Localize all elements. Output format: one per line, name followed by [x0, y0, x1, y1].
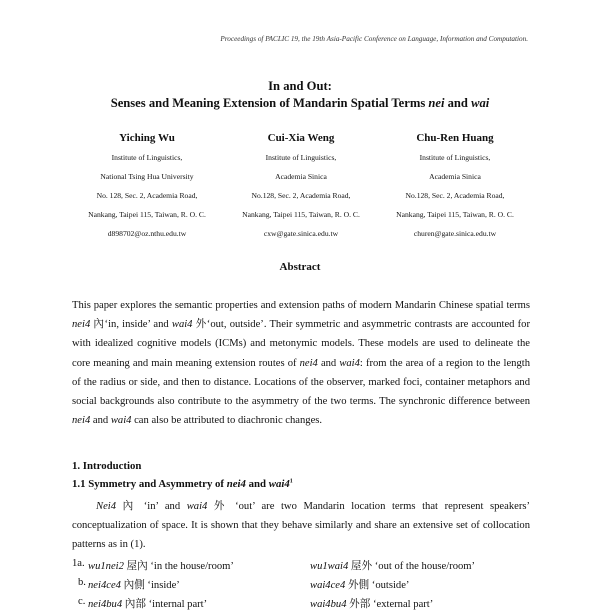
author-affiliation: Academia Sinica: [275, 172, 327, 181]
title-line-2: Senses and Meaning Extension of Mandarin Spatial Terms nei and wai: [110, 96, 490, 110]
author-name: Chu-Ren Huang: [416, 132, 494, 144]
example-number: c.: [78, 596, 86, 607]
author-affiliation: National Tsing Hua University: [100, 172, 194, 181]
example-in: nei4ce4 內側 ‘inside’: [88, 580, 180, 591]
example-out: wai4ce4 外側 ‘outside’: [310, 580, 410, 591]
example-in: nei4bu4 內部 ‘internal part’: [88, 599, 208, 610]
author-address: No.128, Sec. 2, Academia Road,: [405, 191, 505, 200]
author-affiliation: Institute of Linguistics,: [419, 153, 491, 162]
section-heading-introduction: 1. Introduction: [72, 460, 142, 472]
author-affiliation: Institute of Linguistics,: [111, 153, 183, 162]
author-address: Nankang, Taipei 115, Taiwan, R. O. C.: [88, 210, 206, 219]
example-number: b.: [78, 577, 86, 588]
author-name: Yiching Wu: [119, 132, 175, 144]
author-address: Nankang, Taipei 115, Taiwan, R. O. C.: [242, 210, 360, 219]
author-email: churen@gate.sinica.edu.tw: [413, 229, 497, 238]
author-2: [224, 132, 378, 243]
author-affiliation: Academia Sinica: [429, 172, 481, 181]
example-in: wu1nei2 屋內 ‘in the house/room’: [88, 561, 234, 572]
author-affiliation: Institute of Linguistics,: [265, 153, 337, 162]
author-address: Nankang, Taipei 115, Taiwan, R. O. C.: [396, 210, 514, 219]
author-address: No.128, Sec. 2, Academia Road,: [251, 191, 351, 200]
example-out: wai4bu4 外部 ‘external part’: [310, 599, 434, 610]
proceedings-header: Proceedings of PACLIC 19, the 19th Asia-Pacific Conference on Language, Information and Computation.: [220, 35, 528, 43]
author-name: Cui-Xia Weng: [267, 132, 335, 144]
author-email: d898702@oz.nthu.edu.tw: [107, 229, 187, 238]
intro-paragraph: Nei4 內 ‘in’ and wai4 外 ‘out’ are two Mandarin location terms that represent speakers’ conceptualization of space. It is shown that they behave similarly and share an extensive set of collocation patterns as in (1).: [72, 501, 530, 550]
abstract-heading: Abstract: [279, 261, 321, 273]
footnote-marker[interactable]: 1: [289, 478, 293, 485]
example-number: 1a.: [72, 558, 85, 569]
author-3: [378, 132, 532, 243]
author-1: [70, 132, 224, 243]
title-line-1: In and Out:: [268, 79, 332, 93]
subsection-heading: 1.1 Symmetry and Asymmetry of nei4 and $wai4^1$: [72, 478, 293, 490]
author-address: No. 128, Sec. 2, Academia Road,: [96, 191, 198, 200]
abstract-body: This paper explores the semantic properties and extension paths of modern Mandarin Chinese spatial terms nei4 內‘in, inside’ and wai4 外‘out, outside’. Their symmetric and asymmetric contrasts are accounted for with idealized cognitive models (ICMs) and metonymic models. These models are used to delineate the core meaning and main meaning extension routes of nei4 and wai4: from the area of a region to the length of the radius or side, and then to distance. Locations of the observer, marked foci, container metaphors and social backgrounds also contribute to the asymmetry of the two terms. The synchronic difference between nei4 and wai4 can also be attributed to diachronic changes.: [72, 300, 530, 427]
paper-title: [0, 78, 600, 112]
example-out: wu1wai4 屋外 ‘out of the house/room’: [310, 561, 476, 572]
author-email: cxw@gate.sinica.edu.tw: [263, 229, 339, 238]
author-block: [70, 132, 532, 243]
